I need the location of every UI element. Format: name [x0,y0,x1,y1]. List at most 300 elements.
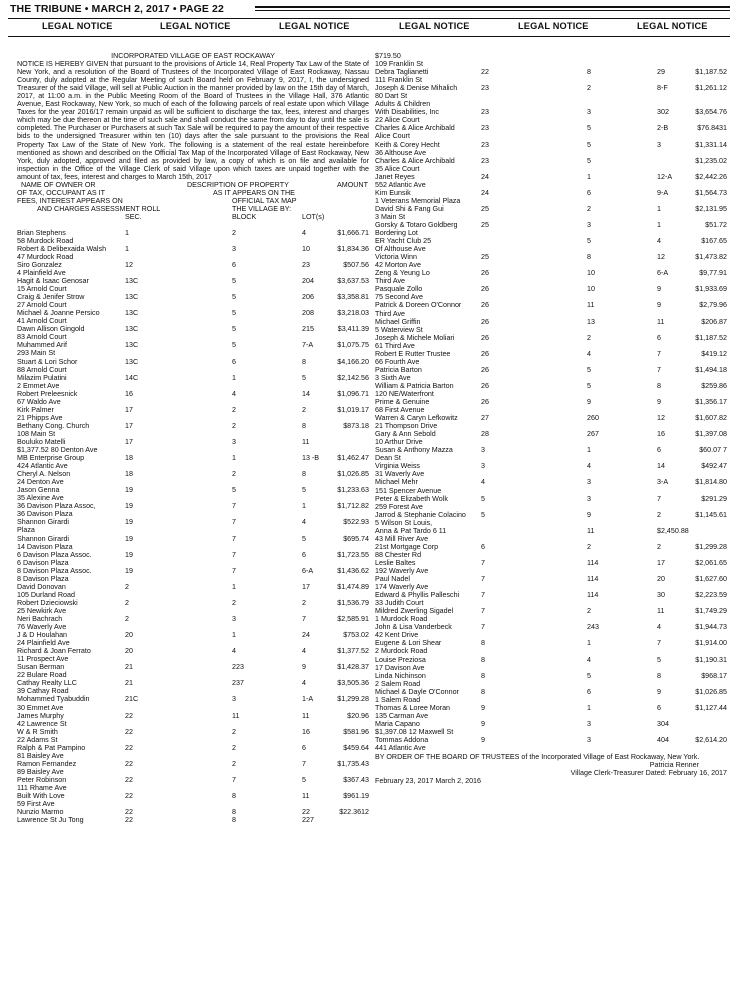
cell-amount: $20.96 [347,711,369,720]
cell-amount: $2,142.56 [337,373,369,382]
cell-owner: J & D Houlahan [17,631,68,640]
cell-amount: $1,428.37 [337,663,369,672]
cell-owner: 80 Dart St [375,92,408,101]
table-row [375,414,727,422]
cell-owner: Louise Preziosa [375,655,426,664]
cell-sec: 21 [125,663,133,672]
cell-owner: Dawn Allison Gingold [17,325,85,334]
cell-block: 1 [587,639,591,648]
cell-block: 7 [232,550,236,559]
table-row [375,245,727,253]
cell-sec: 24 [481,172,489,181]
cell-block: 243 [587,623,599,632]
table-row [17,704,369,712]
cell-sec: 21C [125,695,139,704]
table-row [375,470,727,478]
table-row [375,237,727,245]
cell-lot: 2 [657,542,661,551]
cell-sec: 19 [125,550,133,559]
cell-lot: 16 [302,727,310,736]
col-head-amount: AMOUNT [337,180,368,189]
table-row [17,398,369,406]
cell-block: 5 [232,293,236,302]
cell-block: 3 [232,437,236,446]
cell-sec: 2 [125,615,129,623]
cell-owner: Jason Genna [17,486,60,495]
table-row [17,390,369,398]
table-row [17,800,369,808]
table-row [375,293,727,301]
cell-block: 7 [232,775,236,784]
masthead: THE TRIBUNE • MARCH 2, 2017 • PAGE 22 [10,3,224,15]
cell-lot: 404 [657,735,669,744]
cell-lot: 8 [657,671,661,680]
col-head-lot: LOT(s) [302,212,325,221]
cell-sec: 5 [481,494,485,503]
cell-amount: $1,462.47 [337,454,369,463]
cell-lot: 9 [302,663,306,672]
table-row [17,470,369,478]
cell-sec: 26 [481,349,489,358]
table-row [375,60,727,68]
cell-lot: 302 [657,108,669,117]
cell-owner: 3 Sixth Ave [375,373,411,382]
table-row [17,317,369,325]
cell-amount: $3,637.53 [337,277,369,286]
table-row [17,325,369,333]
table-row [375,599,727,607]
cell-owner: 2 Murdock Road [375,647,428,656]
cell-owner: Peter Robinson [17,775,67,784]
table-row [17,712,369,720]
cell-lot: 8 [302,421,306,430]
cell-owner: 42 Morton Ave [375,261,421,270]
section-header: LEGAL NOTICE [279,21,350,31]
cell-owner: Debra Taglianetti [375,68,429,77]
table-row [375,374,727,382]
cell-owner: William & Patricia Barton [375,381,454,390]
cell-amount: $1,233.63 [337,486,369,495]
cell-block: 3 [587,719,591,728]
cell-sec: 23 [481,140,489,149]
cell-sec: 26 [481,365,489,374]
table-row [375,615,727,623]
table-row [375,559,727,567]
cell-amount: $695.74 [343,534,369,543]
table-row [17,229,369,237]
cell-block: 11 [587,526,595,535]
cell-block: 1 [232,631,236,640]
notice-body: NOTICE IS HEREBY GIVEN that pursuant to the provisions of Article 14, Real Property Tax Law of the State of New York, and a resolution of the Board of Trustees of the Incorporated Village of East Rockaway, Nassau County, duly adopted at the Regular Meeting of such Board held on February 9, 2017, I, the undersigned Treasurer of the said Village, will sell at Public Auction in the manner provided by law on the 15th day of March, 2017, at 11:00 a.m. in the Public Meeting Room of the Board of Trustees in the Village Hall, 376 Atlantic Avenue, East Rockaway, New York, so much of each of the following parcels of real estate upon which Village Taxes for the year 2016/17 remain unpaid as will be sufficient to discharge the tax, fees, interest and charges which may be due thereon at the time of such sale and shall conduct the same from day to day until the sale is completed. The Purchaser or Purchasers at such Tax Sale will be required to pay the amount of their respective bids to the undersigned Treasurer within ten (10) days after the sale pursuant to the provisions the Real Property Tax Law of the State of New York. The following is a statement of the real estate hereinbefore mentioned as shown and described on the Official Tax Map of the Incorporated Village of East Rockaway, New York, duly adopted, approved and filed as provided by law, a copy of which is on file and available for inspection in the Office of the Village Clerk of said Village upon which taxes are unpaid together with the amount of tax, fees, interest and charges to March 15th, 2017 [17,60,369,181]
cell-owner: Linda Nichinson [375,671,426,680]
cell-lot: 7 [657,494,661,503]
cell-amount: $3,654.76 [695,108,727,117]
cell-sec: 3 [481,462,485,471]
table-row [17,535,369,543]
cell-lot: 7 [657,349,661,358]
cell-owner: Shannon Girardi [17,534,69,543]
cell-amount: $1,190.31 [695,655,727,664]
cell-block: 1 [587,703,591,712]
table-row [17,543,369,551]
table-row [375,197,727,205]
cell-sec: 23 [481,156,489,165]
cell-owner: 1 Salem Road [375,695,421,704]
table-row [375,221,727,229]
cell-owner: 135 Carman Ave [375,711,429,720]
cell-owner: Lawrence St Ju Tong [17,816,84,825]
table-row [17,687,369,695]
table-row [17,366,369,374]
table-row [375,52,727,60]
cell-owner: Craig & Jenifer Strow [17,293,85,302]
cell-owner: 68 First Avenue [375,406,425,415]
cell-block: 2 [232,743,236,752]
table-row [375,149,727,157]
cell-block: 5 [587,237,591,246]
cell-sec: 22 [125,816,133,825]
cell-block: 1 [587,172,591,181]
cell-owner: Kim Eunsik [375,188,411,197]
cell-amount: $492.47 [701,462,727,471]
cell-sec: 9 [481,703,485,712]
cell-sec: 7 [481,607,485,616]
cell-sec: 26 [481,301,489,310]
table-row [17,309,369,317]
cell-block: 6 [232,260,236,269]
cell-owner: David Shi & Fang Gui [375,204,444,213]
section-header: LEGAL NOTICE [637,21,708,31]
table-row [375,382,727,390]
cell-owner: Of Althouse Ave [375,245,426,254]
cell-owner: 2 Salem Road [375,679,421,688]
cell-owner: Robert & Delibexaida Walsh [17,244,107,253]
cell-owner: Robert Dzieciowski [17,598,78,607]
table-row [375,108,727,116]
cell-amount: $1,627.60 [695,575,727,584]
cell-owner: Dean St [375,454,401,463]
cell-sec: 18 [125,470,133,479]
cell-amount: $206.87 [701,317,727,326]
cell-amount: $1,474.89 [337,582,369,591]
cell-owner: 21 Thompson Drive [375,422,438,431]
table-row [375,647,727,655]
cell-owner: 66 Fourth Ave [375,357,420,366]
cell-amount: $1,331.14 [695,140,727,149]
closing-signature: Patricia Renner [649,761,699,770]
cell-owner: Bouluko Matelli [17,437,66,446]
cell-block: 3 [232,244,236,253]
cell-owner: Siro Gonzalez [17,260,62,269]
cell-owner: 174 Waverly Ave [375,583,429,592]
section-header-bar [8,19,730,35]
table-row [375,672,727,680]
cell-block: 2 [232,421,236,430]
table-row [375,422,727,430]
cell-owner: 120 NE/Waterfront [375,389,434,398]
cell-block: 5 [587,156,591,165]
cell-lot: 4 [657,237,661,246]
cell-lot: 4 [657,623,661,632]
cell-sec: 13C [125,357,139,366]
cell-owner: 39 Cathay Road [17,687,69,696]
closing-order: BY ORDER OF THE BOARD OF TRUSTEES of the Incorporated Village of East Rockaway, New York. [375,753,700,762]
cell-sec: 8 [481,687,485,696]
table-row [375,189,727,197]
table-row [17,567,369,575]
cell-owner: 105 Durland Road [17,590,75,599]
cell-amount: $2,585.91 [337,615,369,623]
table-row [375,430,727,438]
cell-block: 1 [587,446,591,455]
cell-block: 8 [232,808,236,817]
cell-sec: 2 [125,598,129,607]
cell-lot: 17 [657,558,665,567]
table-row [17,253,369,261]
header-bar-bottom-rule [8,36,730,37]
cell-sec: 20 [125,631,133,640]
cell-owner: 21st Mortgage Corp [375,542,439,551]
table-row [17,752,369,760]
cell-amount: $1,096.71 [337,389,369,398]
cell-lot: 7-A [302,341,314,350]
cell-sec: 6 [481,542,485,551]
cell-owner: 3 Main St [375,212,406,221]
cell-block: 5 [587,671,591,680]
cell-lot: 11 [657,607,665,616]
table-row [375,68,727,76]
table-row [375,623,727,631]
cell-owner: 67 Waldo Ave [17,397,61,406]
cell-amount: $2,223.59 [695,591,727,600]
cell-amount: $367.43 [343,775,369,784]
table-row [17,478,369,486]
cell-sec: 23 [481,84,489,93]
cell-owner: 88 Chester Rd [375,550,422,559]
cell-owner: 42 Lawrence St [17,719,67,728]
cell-lot: 12 [657,253,665,262]
cell-sec: 27 [481,414,489,423]
cell-block: 3 [587,478,591,487]
cell-owner: Gary & Ann Sebold [375,430,436,439]
cell-amount: $1,834.36 [337,244,369,253]
cell-owner: Ramon Fernandez [17,759,77,768]
cell-sec: 17 [125,421,133,430]
cell-sec: 26 [481,317,489,326]
table-row [375,639,727,647]
cell-lot: 10 [302,244,310,253]
cell-owner: Nunzio Marmo [17,808,64,817]
cell-block: 1 [232,454,236,463]
cell-block: 11 [587,301,595,310]
cell-owner: Muhammed Arif [17,341,68,350]
cell-amount: $507.56 [343,260,369,269]
cell-owner: 6 Davison Plaza [17,558,69,567]
cell-amount: $1,187.52 [695,333,727,342]
cell-block: 3 [232,695,236,704]
table-row [17,293,369,301]
cell-owner: Eugene & Lori Shear [375,639,442,648]
cell-amount: $1,261.12 [695,84,727,93]
cell-block: 8 [232,792,236,801]
cell-owner: Virginia Weiss [375,462,420,471]
table-row [375,543,727,551]
cell-lot: 6 [302,550,306,559]
cell-owner: 76 Waverly Ave [17,623,67,632]
col-head-owner: NAME OF OWNER OR [21,180,96,189]
cell-owner: 24 Plainfield Ave [17,639,70,648]
cell-owner: 2 Emmet Ave [17,381,60,390]
table-row [17,575,369,583]
cell-owner: Jarrod & Stephanie Colacino [375,510,466,519]
cell-owner: 75 Second Ave [375,293,423,302]
table-row [375,656,727,664]
cell-sec: 25 [481,253,489,262]
table-row [17,599,369,607]
cell-sec: 19 [125,486,133,495]
cell-owner: 11 Prospect Ave [17,655,69,664]
cell-owner: 17 Davison Ave [375,663,425,672]
cell-lot: 1 [657,220,661,229]
cell-owner: Joseph & Denise Mihalich [375,84,458,93]
cell-owner: Michael Griffin [375,317,421,326]
cell-block: 4 [587,655,591,664]
col-head-block: BLOCK [232,212,257,221]
cell-lot: 23 [302,260,310,269]
cell-block: 2 [587,84,591,93]
cell-block: 6 [232,357,236,366]
table-row [17,333,369,341]
cell-owner: 192 Waverly Ave [375,567,429,575]
cell-block: 2 [587,542,591,551]
table-row [375,92,727,100]
table-row [17,526,369,534]
cell-sec: 8 [481,655,485,664]
cell-sec: 1 [125,244,129,253]
cell-block: 223 [232,663,244,672]
table-row [375,704,727,712]
cell-owner: $1,397.08 12 Maxwell St [375,727,454,736]
cell-owner: 35 Alexine Ave [17,494,64,503]
closing-title: Village Clerk-Treasurer Dated: February 16, 2017 [570,769,727,778]
cell-amount: $3,218.03 [337,309,369,318]
table-row [17,462,369,470]
table-row [17,422,369,430]
cell-block: 2 [232,598,236,607]
cell-owner: 33 Judith Court [375,599,424,608]
cell-block: 9 [587,510,591,519]
table-row [375,696,727,704]
cell-lot: 5 [302,373,306,382]
table-row [17,607,369,615]
cell-owner: 83 Arnold Court [17,333,67,342]
table-row [375,519,727,527]
cell-block: 1 [232,373,236,382]
cell-lot: 13 -B [302,454,320,463]
cell-amount: $1,026.85 [695,687,727,696]
cell-block: 13 [587,317,595,326]
col-head-owner: OF TAX, OCCUPANT AS IT [17,188,105,197]
cell-owner: Plaza [17,526,35,535]
cell-lot: 22 [302,808,310,817]
cell-owner: Janet Reyes [375,172,415,181]
cell-lot: 6 [657,333,661,342]
table-column-headers [17,181,369,229]
table-row [17,784,369,792]
col-head-description: DESCRIPTION OF PROPERTY [187,180,289,189]
table-row [375,181,727,189]
cell-block: 3 [587,108,591,117]
cell-block: 7 [232,566,236,575]
table-row [17,285,369,293]
left-parcel-list [17,229,369,824]
cell-owner: Bordering Lot [375,229,418,238]
cell-owner: Ralph & Pat Pampino [17,743,86,752]
cell-amount: $753.02 [343,631,369,640]
table-row [17,720,369,728]
cell-sec: 22 [125,792,133,801]
cell-amount: $1,235.02 [695,156,727,165]
cell-block: 2 [232,759,236,768]
cell-block: 5 [232,277,236,286]
right-parcel-list [375,52,727,752]
cell-amount: $419.12 [701,349,727,358]
cell-owner: Brian Stephens [17,228,66,237]
cell-amount: $1,026.85 [337,470,369,479]
table-row [375,213,727,221]
table-row [17,261,369,269]
cell-owner: Michael Mehr [375,478,418,487]
cell-block: 5 [232,309,236,318]
table-row [375,712,727,720]
cell-sec: 13C [125,341,139,350]
cell-block: 3 [587,494,591,503]
cell-owner: Gorsky & Totaro Goldberg [375,220,458,229]
cell-amount: $968.17 [701,671,727,680]
table-row [17,277,369,285]
cell-lot: 14 [657,462,665,471]
cell-sec: 3 [481,446,485,455]
cell-amount: $1,299.28 [337,695,369,704]
cell-owner: 47 Murdock Road [17,252,74,261]
cell-amount: $1,075.75 [337,341,369,350]
cell-sec: 19 [125,566,133,575]
cell-owner: Richard & Joan Ferrato [17,647,91,656]
table-row [375,301,727,309]
cell-sec: 25 [481,204,489,213]
cell-owner: 30 Emmet Ave [17,703,64,712]
col-head-owner: FEES, INTEREST APPEARS ON [17,196,123,205]
cell-amount: $2,061.65 [695,558,727,567]
table-row [375,350,727,358]
table-row [17,760,369,768]
table-row [17,736,369,744]
cell-amount: $1,536.79 [337,598,369,607]
cell-block: 2 [232,405,236,414]
cell-lot: 7 [302,759,306,768]
table-row [375,591,727,599]
cell-lot: 7 [657,365,661,374]
table-row [375,326,727,334]
table-row [375,398,727,406]
col-head-owner: AND CHARGES ASSESSMENT ROLL [37,204,161,213]
table-row [375,261,727,269]
table-row [375,406,727,414]
table-row [375,253,727,261]
cell-sec: 26 [481,398,489,407]
cell-amount: $961.19 [343,792,369,801]
table-row [375,744,727,752]
